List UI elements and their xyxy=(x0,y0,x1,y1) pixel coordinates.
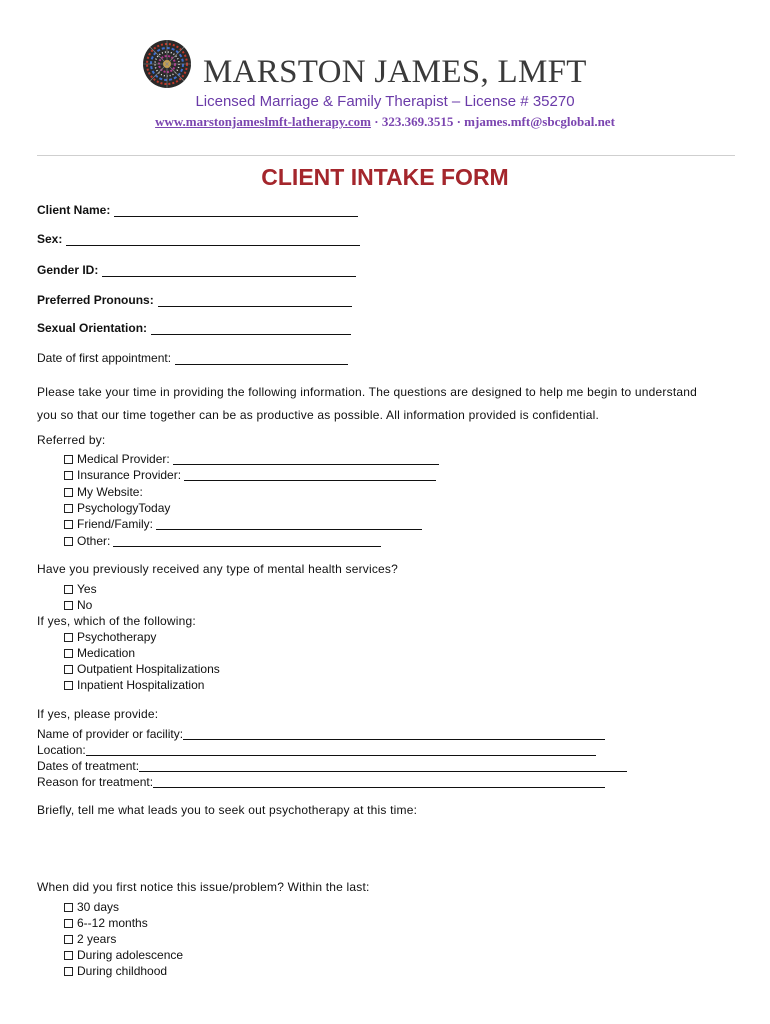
briefly-question: Briefly, tell me what leads you to seek out psychotherapy at this time: xyxy=(37,803,418,817)
onset-option-30-days[interactable] xyxy=(64,900,119,914)
onset-option-6-12-months[interactable] xyxy=(64,916,148,930)
referral-option-psychologytoday[interactable] xyxy=(64,501,170,515)
referral-option-website[interactable] xyxy=(64,485,143,499)
field-label: Dates of treatment: xyxy=(37,759,140,773)
first-appointment-field[interactable] xyxy=(37,351,348,365)
option-label: 30 days xyxy=(77,900,120,914)
checkbox[interactable] xyxy=(64,471,73,480)
orientation-label: Sexual Orientation: xyxy=(37,321,148,335)
checkbox[interactable] xyxy=(64,681,73,690)
practice-name: MARSTON JAMES, LMFT xyxy=(203,54,587,90)
reason-for-treatment-field[interactable] xyxy=(37,775,605,789)
option-label: PsychologyToday xyxy=(77,501,171,515)
checkbox[interactable] xyxy=(64,919,73,928)
option-label: Insurance Provider: xyxy=(77,468,182,482)
previous-option-no[interactable] xyxy=(64,598,92,612)
option-label: No xyxy=(77,598,93,612)
option-label: Medication xyxy=(77,646,136,660)
checkbox[interactable] xyxy=(64,951,73,960)
checkbox[interactable] xyxy=(64,649,73,658)
option-label: 6--12 months xyxy=(77,916,148,930)
option-label: During adolescence xyxy=(77,948,184,962)
option-label: Yes xyxy=(77,582,97,596)
gender-id-field[interactable] xyxy=(37,263,356,277)
field-label: Name of provider or facility: xyxy=(37,727,184,741)
orientation-field[interactable] xyxy=(37,321,351,335)
answer-line[interactable] xyxy=(184,469,436,481)
checkbox[interactable] xyxy=(64,935,73,944)
checkbox[interactable] xyxy=(64,504,73,513)
pronouns-line[interactable] xyxy=(158,293,352,307)
referred-by-label: Referred by: xyxy=(37,433,106,447)
option-label: My Website: xyxy=(77,485,143,499)
checkbox[interactable] xyxy=(64,520,73,529)
field-label: Reason for treatment: xyxy=(37,775,154,789)
client-name-field[interactable] xyxy=(37,203,358,217)
onset-question: When did you first notice this issue/problem? Within the last: xyxy=(37,880,370,894)
provider-name-field[interactable] xyxy=(37,727,605,741)
dates-of-treatment-field[interactable] xyxy=(37,759,627,773)
answer-line[interactable] xyxy=(86,744,596,756)
option-label: Other: xyxy=(77,534,111,548)
location-field[interactable] xyxy=(37,743,596,757)
checkbox[interactable] xyxy=(64,967,73,976)
client-name-line[interactable] xyxy=(114,203,358,217)
header-divider xyxy=(37,155,735,156)
form-title: CLIENT INTAKE FORM xyxy=(261,164,509,190)
sex-line[interactable] xyxy=(66,232,360,246)
service-type-psychotherapy[interactable] xyxy=(64,630,156,644)
previous-followup-label: If yes, which of the following: xyxy=(37,614,196,628)
orientation-line[interactable] xyxy=(151,321,351,335)
referral-option-friend-family[interactable] xyxy=(64,517,422,531)
onset-option-adolescence[interactable] xyxy=(64,948,183,962)
first-appointment-line[interactable] xyxy=(175,351,348,365)
answer-line[interactable] xyxy=(113,535,381,547)
intro-line-1: Please take your time in providing the following information. The questions are designed to help me begin to understand xyxy=(37,385,697,399)
previous-services-question: Have you previously received any type of mental health services? xyxy=(37,562,398,576)
mandala-logo-icon xyxy=(142,39,192,89)
briefly-answer-area[interactable] xyxy=(37,822,727,872)
answer-line[interactable] xyxy=(173,453,439,465)
field-label: Location: xyxy=(37,743,86,757)
option-label: Psychotherapy xyxy=(77,630,157,644)
checkbox[interactable] xyxy=(64,665,73,674)
intro-line-2: you so that our time together can be as productive as possible. All information provided is confidential. xyxy=(37,408,599,422)
onset-option-2-years[interactable] xyxy=(64,932,116,946)
answer-line[interactable] xyxy=(153,776,605,788)
service-type-inpatient[interactable] xyxy=(64,678,204,692)
service-type-outpatient[interactable] xyxy=(64,662,220,676)
option-label: Inpatient Hospitalization xyxy=(77,678,205,692)
service-type-medication[interactable] xyxy=(64,646,135,660)
checkbox[interactable] xyxy=(64,601,73,610)
option-label: During childhood xyxy=(77,964,168,978)
sex-label: Sex: xyxy=(37,232,63,246)
contact-details: · 323.369.3515 · mjames.mft@sbcglobal.net xyxy=(370,114,615,129)
checkbox[interactable] xyxy=(64,903,73,912)
checkbox[interactable] xyxy=(64,537,73,546)
provide-label: If yes, please provide: xyxy=(37,707,159,721)
gender-id-label: Gender ID: xyxy=(37,263,99,277)
client-name-label: Client Name: xyxy=(37,203,111,217)
option-label: Friend/Family: xyxy=(77,517,154,531)
previous-option-yes[interactable] xyxy=(64,582,97,596)
checkbox[interactable] xyxy=(64,488,73,497)
referral-option-other[interactable] xyxy=(64,534,381,548)
contact-line xyxy=(0,114,770,130)
answer-line[interactable] xyxy=(139,760,627,772)
checkbox[interactable] xyxy=(64,585,73,594)
onset-option-childhood[interactable] xyxy=(64,964,167,978)
option-label: 2 years xyxy=(77,932,117,946)
website-link[interactable]: www.marstonjameslmft-latherapy.com xyxy=(155,114,371,129)
pronouns-field[interactable] xyxy=(37,293,352,307)
referral-option-insurance[interactable] xyxy=(64,468,436,482)
gender-id-line[interactable] xyxy=(102,263,356,277)
sex-field[interactable] xyxy=(37,232,360,246)
option-label: Outpatient Hospitalizations xyxy=(77,662,220,676)
checkbox[interactable] xyxy=(64,633,73,642)
license-subtitle: Licensed Marriage & Family Therapist – License # 35270 xyxy=(195,93,575,110)
answer-line[interactable] xyxy=(183,728,605,740)
checkbox[interactable] xyxy=(64,455,73,464)
answer-line[interactable] xyxy=(156,518,422,530)
option-label: Medical Provider: xyxy=(77,452,170,466)
referral-option-medical[interactable] xyxy=(64,452,439,466)
first-appointment-label: Date of first appointment: xyxy=(37,351,172,365)
pronouns-label: Preferred Pronouns: xyxy=(37,293,154,307)
